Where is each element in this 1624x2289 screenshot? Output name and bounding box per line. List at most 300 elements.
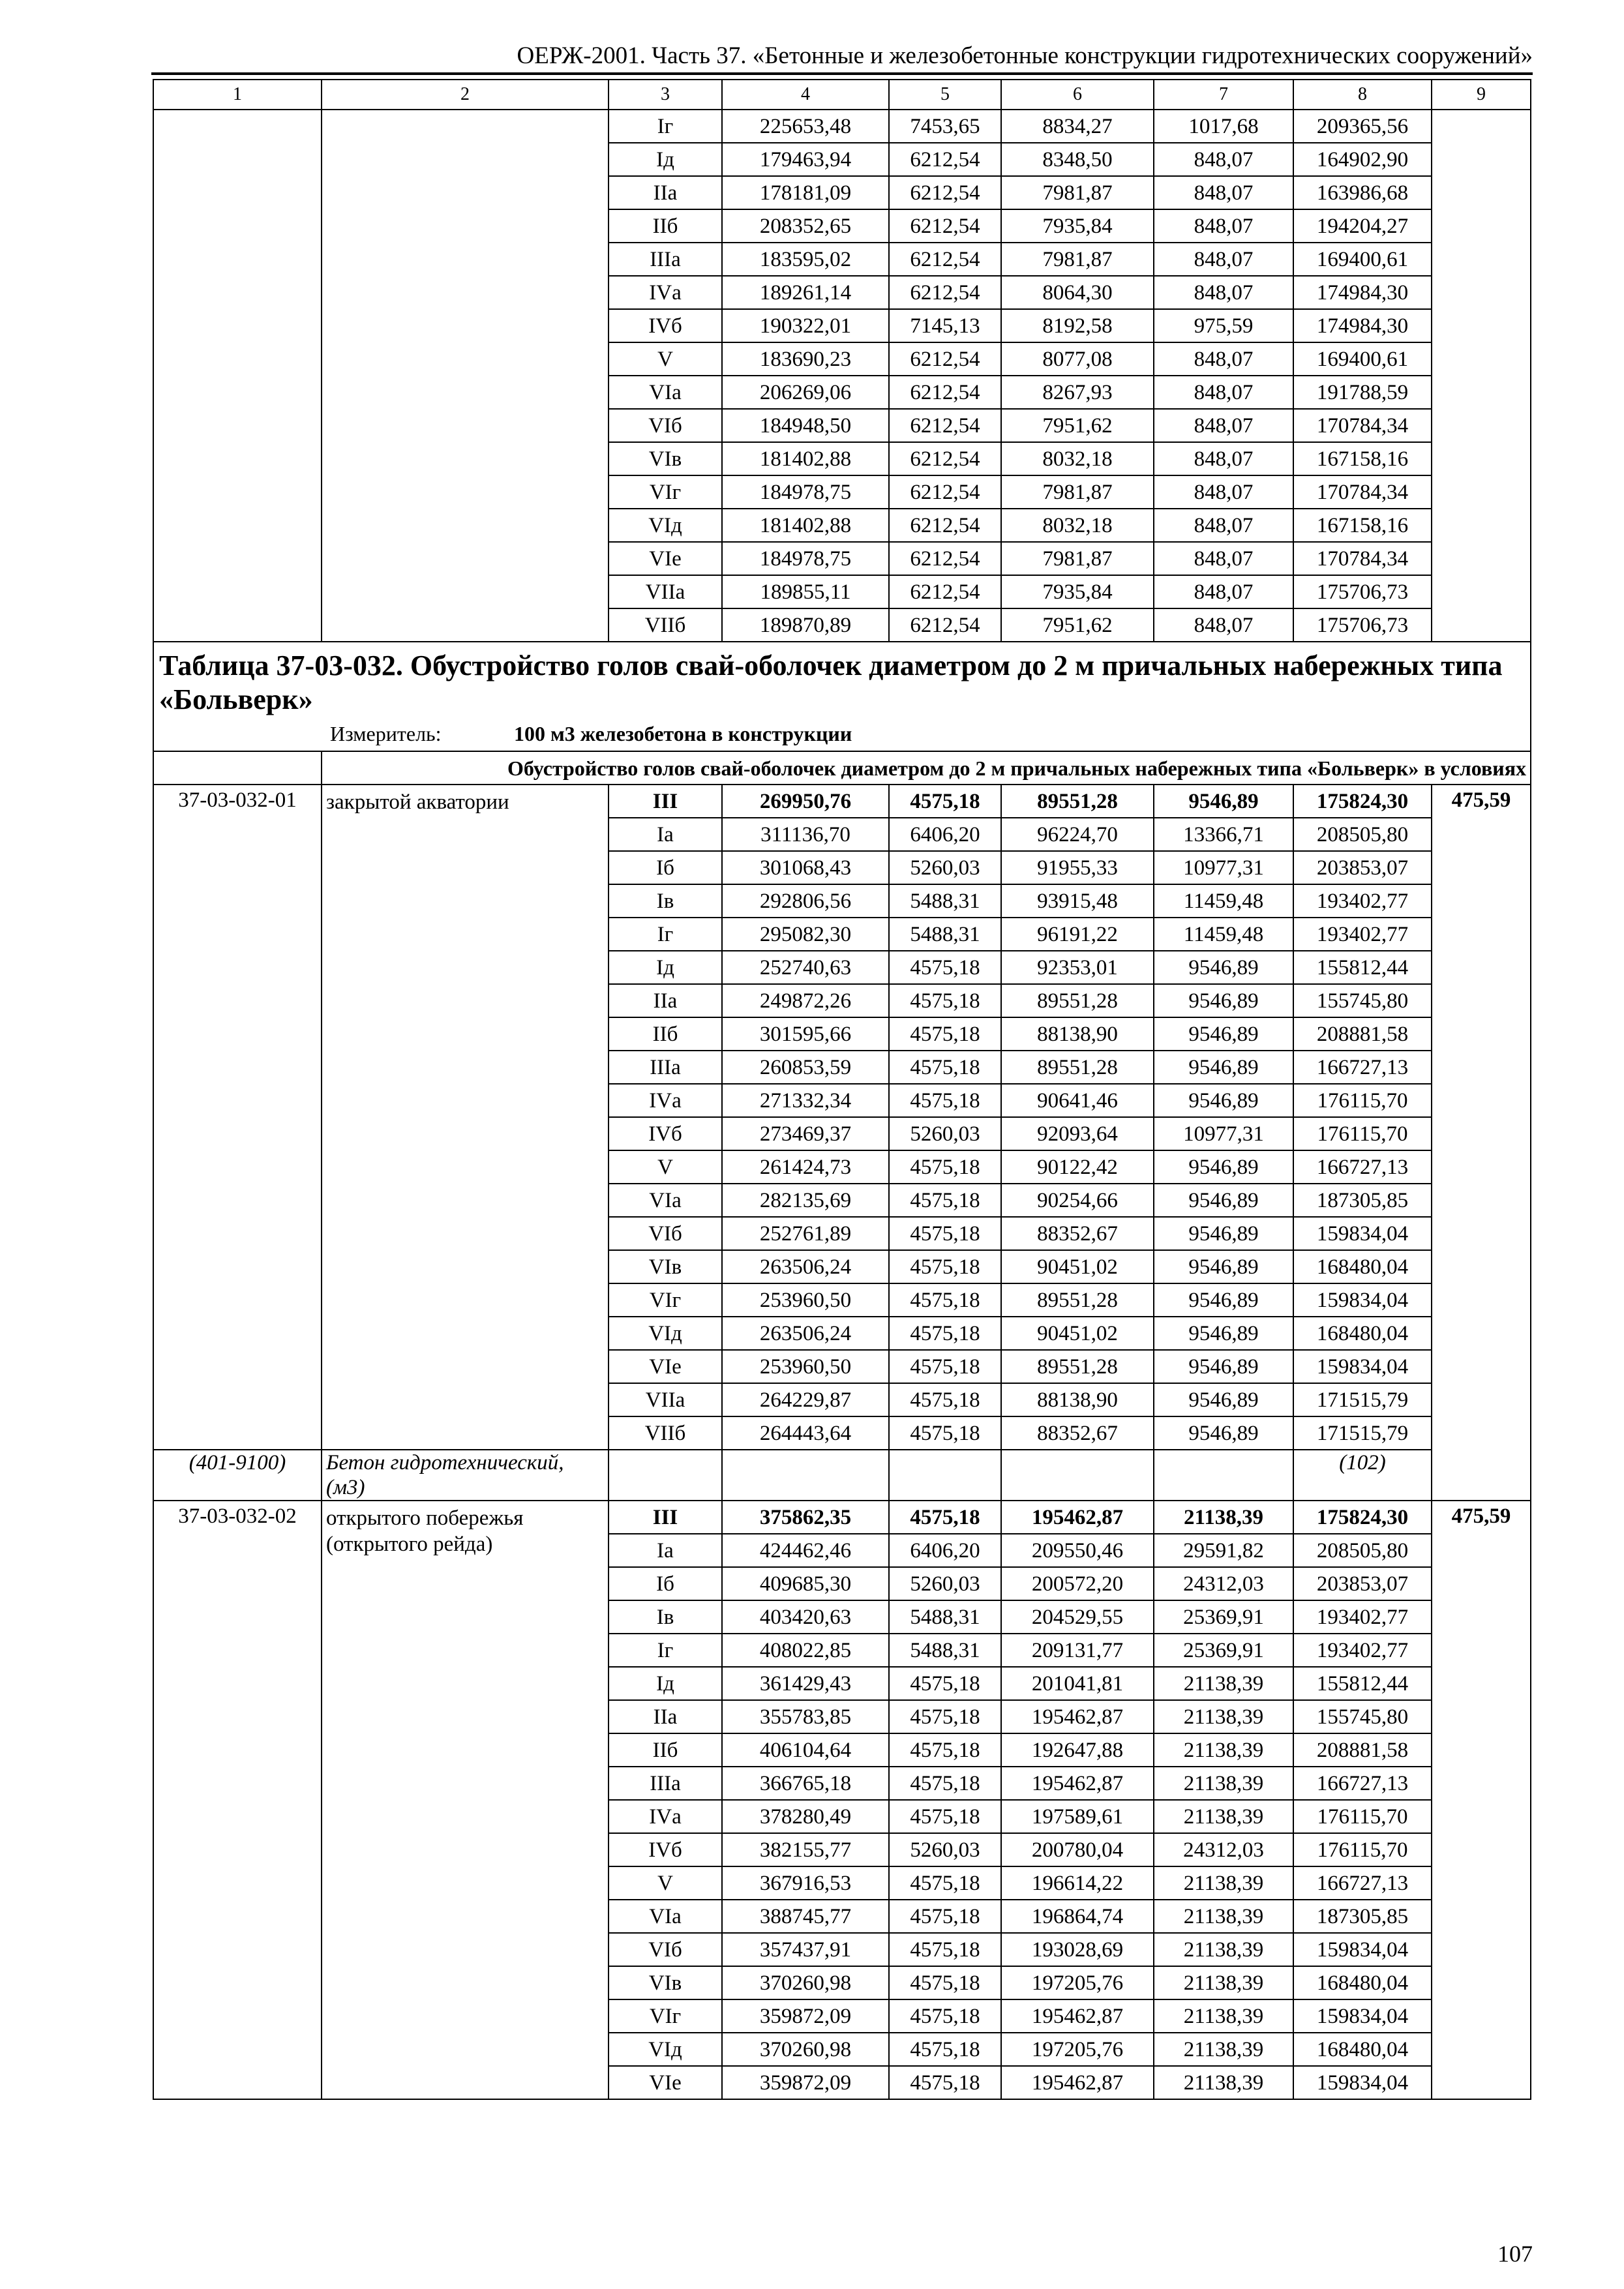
machines-cell: 8032,18 [1001, 509, 1154, 542]
machinist-wages-cell: 21138,39 [1154, 1667, 1293, 1700]
machinist-wages-cell: 21138,39 [1154, 2033, 1293, 2066]
wages-cell: 6212,54 [889, 176, 1001, 209]
total-cost-cell: 367916,53 [722, 1866, 889, 1900]
machines-cell: 88138,90 [1001, 1017, 1154, 1051]
wages-cell: 6212,54 [889, 342, 1001, 376]
total-cost-cell: 260853,59 [722, 1051, 889, 1084]
zone-cell: Iв [609, 884, 722, 918]
materials-cell: 193402,77 [1293, 1600, 1432, 1634]
materials-cell: 167158,16 [1293, 509, 1432, 542]
machinist-wages-cell: 21138,39 [1154, 1866, 1293, 1900]
total-cost-cell: 184948,50 [722, 409, 889, 442]
wages-cell: 6212,54 [889, 209, 1001, 243]
zone-cell: Iв [609, 1600, 722, 1634]
machinist-wages-cell: 848,07 [1154, 575, 1293, 608]
wages-cell: 6212,54 [889, 542, 1001, 575]
wages-cell: 6212,54 [889, 475, 1001, 509]
total-cost-cell: 406104,64 [722, 1733, 889, 1767]
wages-cell: 6406,20 [889, 818, 1001, 851]
column-number-row [153, 80, 1531, 110]
zone-cell: VIе [609, 1350, 722, 1383]
machinist-wages-cell: 848,07 [1154, 276, 1293, 309]
materials-cell: 175706,73 [1293, 608, 1432, 642]
zone-cell: Iд [609, 1667, 722, 1700]
materials-cell: 155745,80 [1293, 1700, 1432, 1733]
zone-cell: VIIб [609, 608, 722, 642]
zone-cell: VIб [609, 1933, 722, 1966]
zone-cell: IVб [609, 1833, 722, 1866]
zone-cell: VIг [609, 475, 722, 509]
machines-cell: 8077,08 [1001, 342, 1154, 376]
zone-cell: III [609, 785, 722, 818]
wages-cell: 7145,13 [889, 309, 1001, 342]
materials-cell: 193402,77 [1293, 884, 1432, 918]
zone-cell: IVб [609, 309, 722, 342]
wages-cell: 4575,18 [889, 1733, 1001, 1767]
machines-cell: 7981,87 [1001, 542, 1154, 575]
materials-cell: 166727,13 [1293, 1051, 1432, 1084]
total-cost-cell: 292806,56 [722, 884, 889, 918]
total-cost-cell: 178181,09 [722, 176, 889, 209]
wages-cell: 4575,18 [889, 1350, 1001, 1383]
item-description: открытого побережья (открытого рейда) [322, 1501, 609, 2099]
wages-cell: 4575,18 [889, 1501, 1001, 1534]
machinist-wages-cell: 25369,91 [1154, 1634, 1293, 1667]
materials-cell: 175824,30 [1293, 785, 1432, 818]
zone-cell: Iд [609, 951, 722, 984]
machinist-wages-cell: 25369,91 [1154, 1600, 1293, 1634]
zone-cell: VIа [609, 1184, 722, 1217]
machines-cell: 193028,69 [1001, 1933, 1154, 1966]
wages-cell: 4575,18 [889, 1800, 1001, 1833]
wages-cell: 5488,31 [889, 918, 1001, 951]
machinist-wages-cell: 848,07 [1154, 608, 1293, 642]
labor-cell [1432, 110, 1531, 642]
column-number-cell: 1 [153, 80, 322, 110]
item-code: 37-03-032-01 [153, 785, 322, 1450]
total-cost-cell: 382155,77 [722, 1833, 889, 1866]
machines-cell: 196614,22 [1001, 1866, 1154, 1900]
materials-cell: 159834,04 [1293, 1350, 1432, 1383]
zone-cell: VIа [609, 376, 722, 409]
zone-cell: VIд [609, 509, 722, 542]
meter-label: Измеритель: [330, 722, 442, 745]
materials-cell: 167158,16 [1293, 442, 1432, 475]
running-header: ОЕРЖ-2001. Часть 37. «Бетонные и железобетонные конструкции гидротехнических сооружений» [517, 42, 1533, 69]
machines-cell: 88138,90 [1001, 1383, 1154, 1416]
materials-cell: 170784,34 [1293, 409, 1432, 442]
wages-cell: 6212,54 [889, 442, 1001, 475]
machinist-wages-cell: 21138,39 [1154, 1767, 1293, 1800]
wages-cell: 4575,18 [889, 2066, 1001, 2099]
machinist-wages-cell: 848,07 [1154, 209, 1293, 243]
materials-cell: 203853,07 [1293, 1567, 1432, 1600]
zone-cell: IIб [609, 209, 722, 243]
machinist-wages-cell: 848,07 [1154, 143, 1293, 176]
wages-cell: 4575,18 [889, 1283, 1001, 1317]
zone-cell: Iа [609, 1534, 722, 1567]
wages-cell: 5488,31 [889, 1634, 1001, 1667]
machines-cell: 8348,50 [1001, 143, 1154, 176]
zone-cell: Iд [609, 143, 722, 176]
wages-cell: 4575,18 [889, 1866, 1001, 1900]
machines-cell: 89551,28 [1001, 1350, 1154, 1383]
machines-cell: 89551,28 [1001, 984, 1154, 1017]
machinist-wages-cell: 11459,48 [1154, 918, 1293, 951]
total-cost-cell: 181402,88 [722, 442, 889, 475]
zone-cell: Iг [609, 1634, 722, 1667]
machines-cell: 195462,87 [1001, 1501, 1154, 1534]
machines-cell: 200572,20 [1001, 1567, 1154, 1600]
machines-cell: 8834,27 [1001, 110, 1154, 143]
wages-cell: 7453,65 [889, 110, 1001, 143]
wages-cell: 4575,18 [889, 1700, 1001, 1733]
zone-cell: VIIа [609, 575, 722, 608]
machinist-wages-cell: 9546,89 [1154, 951, 1293, 984]
machines-cell: 89551,28 [1001, 785, 1154, 818]
machinist-wages-cell: 9546,89 [1154, 1350, 1293, 1383]
machinist-wages-cell: 9546,89 [1154, 1317, 1293, 1350]
machines-cell: 89551,28 [1001, 1283, 1154, 1317]
wages-cell: 4575,18 [889, 1933, 1001, 1966]
total-cost-cell: 311136,70 [722, 818, 889, 851]
machinist-wages-cell: 848,07 [1154, 376, 1293, 409]
code-cell [153, 110, 322, 642]
machinist-wages-cell: 24312,03 [1154, 1567, 1293, 1600]
machinist-wages-cell: 1017,68 [1154, 110, 1293, 143]
machinist-wages-cell: 29591,82 [1154, 1534, 1293, 1567]
machinist-wages-cell: 21138,39 [1154, 1501, 1293, 1534]
machines-cell: 204529,55 [1001, 1600, 1154, 1634]
wages-cell: 4575,18 [889, 951, 1001, 984]
column-number-cell: 2 [322, 80, 609, 110]
total-cost-cell: 357437,91 [722, 1933, 889, 1966]
machines-cell: 197589,61 [1001, 1800, 1154, 1833]
machinist-wages-cell: 848,07 [1154, 243, 1293, 276]
zone-cell: VIд [609, 1317, 722, 1350]
materials-cell: 174984,30 [1293, 276, 1432, 309]
total-cost-cell: 252740,63 [722, 951, 889, 984]
zone-cell: Iб [609, 1567, 722, 1600]
total-cost-cell: 301595,66 [722, 1017, 889, 1051]
total-cost-cell: 375862,35 [722, 1501, 889, 1534]
materials-cell: 163986,68 [1293, 176, 1432, 209]
wages-cell: 6212,54 [889, 276, 1001, 309]
total-cost-cell: 183595,02 [722, 243, 889, 276]
wages-cell: 4575,18 [889, 1051, 1001, 1084]
zone-cell: VIа [609, 1900, 722, 1933]
total-cost-cell: 424462,46 [722, 1534, 889, 1567]
machinist-wages-cell: 9546,89 [1154, 1217, 1293, 1250]
machines-cell: 8267,93 [1001, 376, 1154, 409]
empty-cell [1154, 1450, 1293, 1501]
materials-cell: 155812,44 [1293, 1667, 1432, 1700]
wages-cell: 5260,03 [889, 1833, 1001, 1866]
machinist-wages-cell: 848,07 [1154, 475, 1293, 509]
machines-cell: 200780,04 [1001, 1833, 1154, 1866]
total-cost-cell: 263506,24 [722, 1250, 889, 1283]
empty-cell [609, 1450, 722, 1501]
materials-cell: 193402,77 [1293, 918, 1432, 951]
footnote-row [153, 1450, 1531, 1501]
total-cost-cell: 295082,30 [722, 918, 889, 951]
wages-cell: 4575,18 [889, 1017, 1001, 1051]
total-cost-cell: 273469,37 [722, 1117, 889, 1150]
machines-cell: 195462,87 [1001, 2066, 1154, 2099]
materials-cell: 169400,61 [1293, 243, 1432, 276]
table-body [153, 80, 1531, 2099]
wages-cell: 5488,31 [889, 1600, 1001, 1634]
materials-cell: 187305,85 [1293, 1184, 1432, 1217]
materials-cell: 187305,85 [1293, 1900, 1432, 1933]
wages-cell: 4575,18 [889, 1416, 1001, 1450]
zone-cell: IVа [609, 276, 722, 309]
machinist-wages-cell: 9546,89 [1154, 1283, 1293, 1317]
machinist-wages-cell: 848,07 [1154, 442, 1293, 475]
machinist-wages-cell: 9546,89 [1154, 984, 1293, 1017]
materials-cell: 170784,34 [1293, 542, 1432, 575]
machinist-wages-cell: 21138,39 [1154, 1733, 1293, 1767]
zone-cell: Iг [609, 110, 722, 143]
materials-cell: 164902,90 [1293, 143, 1432, 176]
machinist-wages-cell: 10977,31 [1154, 1117, 1293, 1150]
machines-cell: 96191,22 [1001, 918, 1154, 951]
materials-cell: 176115,70 [1293, 1833, 1432, 1866]
page-number: 107 [1497, 2241, 1533, 2267]
materials-cell: 168480,04 [1293, 1250, 1432, 1283]
total-cost-cell: 206269,06 [722, 376, 889, 409]
subheading-spacer [153, 751, 322, 785]
zone-cell: VIб [609, 409, 722, 442]
materials-cell: 168480,04 [1293, 1317, 1432, 1350]
materials-cell: 159834,04 [1293, 1217, 1432, 1250]
wages-cell: 4575,18 [889, 1184, 1001, 1217]
total-cost-cell: 355783,85 [722, 1700, 889, 1733]
zone-cell: VIв [609, 1250, 722, 1283]
materials-cell: 169400,61 [1293, 342, 1432, 376]
zone-cell: IIIа [609, 1051, 722, 1084]
wages-cell: 4575,18 [889, 1767, 1001, 1800]
total-cost-cell: 370260,98 [722, 2033, 889, 2066]
total-cost-cell: 370260,98 [722, 1966, 889, 1999]
item-first-row [153, 785, 1531, 818]
zone-cell: V [609, 1150, 722, 1184]
machines-cell: 7951,62 [1001, 409, 1154, 442]
materials-cell: 168480,04 [1293, 1966, 1432, 1999]
machines-cell: 91955,33 [1001, 851, 1154, 884]
zone-cell: Iб [609, 851, 722, 884]
meter-value: 100 м3 железобетона в конструкции [514, 722, 852, 745]
zone-cell: IIIа [609, 243, 722, 276]
wages-cell: 6212,54 [889, 376, 1001, 409]
empty-cell [889, 1450, 1001, 1501]
zone-cell: IIа [609, 1700, 722, 1733]
materials-cell: 166727,13 [1293, 1866, 1432, 1900]
machinist-wages-cell: 9546,89 [1154, 1184, 1293, 1217]
wages-cell: 4575,18 [889, 984, 1001, 1017]
zone-cell: IVа [609, 1800, 722, 1833]
machinist-wages-cell: 9546,89 [1154, 1416, 1293, 1450]
materials-cell: 208881,58 [1293, 1733, 1432, 1767]
zone-cell: IIб [609, 1017, 722, 1051]
zone-cell: IIIа [609, 1767, 722, 1800]
machines-cell: 8192,58 [1001, 309, 1154, 342]
wages-cell: 5488,31 [889, 884, 1001, 918]
machines-cell: 7981,87 [1001, 243, 1154, 276]
machines-cell: 195462,87 [1001, 1700, 1154, 1733]
wages-cell: 4575,18 [889, 1317, 1001, 1350]
total-cost-cell: 249872,26 [722, 984, 889, 1017]
materials-cell: 176115,70 [1293, 1084, 1432, 1117]
resource-name: Бетон гидротехнический, (м3) [322, 1450, 609, 1501]
machinist-wages-cell: 975,59 [1154, 309, 1293, 342]
total-cost-cell: 189870,89 [722, 608, 889, 642]
total-cost-cell: 263506,24 [722, 1317, 889, 1350]
machines-cell: 209550,46 [1001, 1534, 1154, 1567]
wages-cell: 6212,54 [889, 143, 1001, 176]
machines-cell: 96224,70 [1001, 818, 1154, 851]
total-cost-cell: 269950,76 [722, 785, 889, 818]
machines-cell: 195462,87 [1001, 1999, 1154, 2033]
total-cost-cell: 183690,23 [722, 342, 889, 376]
empty-cell [722, 1450, 889, 1501]
machines-cell: 8032,18 [1001, 442, 1154, 475]
total-cost-cell: 253960,50 [722, 1350, 889, 1383]
total-cost-cell: 264229,87 [722, 1383, 889, 1416]
machinist-wages-cell: 9546,89 [1154, 1084, 1293, 1117]
wages-cell: 6212,54 [889, 409, 1001, 442]
zone-cell: V [609, 342, 722, 376]
zone-cell: Iа [609, 818, 722, 851]
materials-cell: 155812,44 [1293, 951, 1432, 984]
wages-cell: 4575,18 [889, 785, 1001, 818]
machinist-wages-cell: 24312,03 [1154, 1833, 1293, 1866]
machinist-wages-cell: 9546,89 [1154, 1383, 1293, 1416]
materials-cell: 159834,04 [1293, 2066, 1432, 2099]
wages-cell: 4575,18 [889, 1150, 1001, 1184]
wages-cell: 5260,03 [889, 1567, 1001, 1600]
materials-cell: 191788,59 [1293, 376, 1432, 409]
total-cost-cell: 378280,49 [722, 1800, 889, 1833]
wages-cell: 6212,54 [889, 608, 1001, 642]
machinist-wages-cell: 848,07 [1154, 509, 1293, 542]
materials-cell: 176115,70 [1293, 1800, 1432, 1833]
resource-quantity: (102) [1293, 1450, 1432, 1501]
zone-cell: IIа [609, 984, 722, 1017]
materials-cell: 208505,80 [1293, 818, 1432, 851]
machines-cell: 92093,64 [1001, 1117, 1154, 1150]
machinist-wages-cell: 9546,89 [1154, 1250, 1293, 1283]
table-title-text: Таблица 37-03-032. Обустройство голов свай-оболочек диаметром до 2 м причальных набережных типа «Больверк» [159, 650, 1503, 715]
machinist-wages-cell: 21138,39 [1154, 1999, 1293, 2033]
machines-cell: 93915,48 [1001, 884, 1154, 918]
column-number-cell: 5 [889, 80, 1001, 110]
machinist-wages-cell: 848,07 [1154, 342, 1293, 376]
zone-cell: IIб [609, 1733, 722, 1767]
materials-cell: 166727,13 [1293, 1767, 1432, 1800]
machinist-wages-cell: 21138,39 [1154, 1700, 1293, 1733]
materials-cell: 166727,13 [1293, 1150, 1432, 1184]
materials-cell: 194204,27 [1293, 209, 1432, 243]
machines-cell: 89551,28 [1001, 1051, 1154, 1084]
machinist-wages-cell: 9546,89 [1154, 1150, 1293, 1184]
wages-cell: 6406,20 [889, 1534, 1001, 1567]
table-row [153, 110, 1531, 143]
wages-cell: 4575,18 [889, 1900, 1001, 1933]
machinist-wages-cell: 13366,71 [1154, 818, 1293, 851]
total-cost-cell: 408022,85 [722, 1634, 889, 1667]
wages-cell: 4575,18 [889, 2033, 1001, 2066]
materials-cell: 175824,30 [1293, 1501, 1432, 1534]
machines-cell: 90254,66 [1001, 1184, 1154, 1217]
wages-cell: 6212,54 [889, 243, 1001, 276]
zone-cell: V [609, 1866, 722, 1900]
materials-cell: 203853,07 [1293, 851, 1432, 884]
materials-cell: 155745,80 [1293, 984, 1432, 1017]
machines-cell: 195462,87 [1001, 1767, 1154, 1800]
machines-cell: 7935,84 [1001, 575, 1154, 608]
machines-cell: 90122,42 [1001, 1150, 1154, 1184]
machines-cell: 192647,88 [1001, 1733, 1154, 1767]
machines-cell: 7935,84 [1001, 209, 1154, 243]
materials-cell: 208881,58 [1293, 1017, 1432, 1051]
wages-cell: 4575,18 [889, 1250, 1001, 1283]
machines-cell: 90451,02 [1001, 1317, 1154, 1350]
wages-cell: 6212,54 [889, 509, 1001, 542]
materials-cell: 159834,04 [1293, 1999, 1432, 2033]
machinist-wages-cell: 9546,89 [1154, 1017, 1293, 1051]
zone-cell: IIа [609, 176, 722, 209]
wages-cell: 4575,18 [889, 1966, 1001, 1999]
machinist-wages-cell: 848,07 [1154, 176, 1293, 209]
zone-cell: IVа [609, 1084, 722, 1117]
zone-cell: III [609, 1501, 722, 1534]
zone-cell: Iг [609, 918, 722, 951]
price-table [153, 79, 1531, 2100]
labor-cell: 475,59 [1432, 785, 1531, 1501]
wages-cell: 5260,03 [889, 1117, 1001, 1150]
materials-cell: 176115,70 [1293, 1117, 1432, 1150]
total-cost-cell: 252761,89 [722, 1217, 889, 1250]
wages-cell: 4575,18 [889, 1084, 1001, 1117]
materials-cell: 209365,56 [1293, 110, 1432, 143]
zone-cell: VIд [609, 2033, 722, 2066]
machines-cell: 8064,30 [1001, 276, 1154, 309]
total-cost-cell: 282135,69 [722, 1184, 889, 1217]
total-cost-cell: 403420,63 [722, 1600, 889, 1634]
subheading-row [153, 751, 1531, 785]
subheading: Обустройство голов свай-оболочек диаметром до 2 м причальных набережных типа «Больверк» в условиях [322, 751, 1531, 785]
zone-cell: VIг [609, 1999, 722, 2033]
total-cost-cell: 184978,75 [722, 475, 889, 509]
zone-cell: VIг [609, 1283, 722, 1317]
wages-cell: 4575,18 [889, 1217, 1001, 1250]
machinist-wages-cell: 21138,39 [1154, 1900, 1293, 1933]
machines-cell: 88352,67 [1001, 1217, 1154, 1250]
total-cost-cell: 189855,11 [722, 575, 889, 608]
machinist-wages-cell: 21138,39 [1154, 1933, 1293, 1966]
total-cost-cell: 301068,43 [722, 851, 889, 884]
wages-cell: 5260,03 [889, 851, 1001, 884]
materials-cell: 171515,79 [1293, 1416, 1432, 1450]
total-cost-cell: 225653,48 [722, 110, 889, 143]
wages-cell: 6212,54 [889, 575, 1001, 608]
column-number-cell: 8 [1293, 80, 1432, 110]
header-rule [151, 72, 1533, 75]
materials-cell: 193402,77 [1293, 1634, 1432, 1667]
total-cost-cell: 409685,30 [722, 1567, 889, 1600]
materials-cell: 159834,04 [1293, 1933, 1432, 1966]
